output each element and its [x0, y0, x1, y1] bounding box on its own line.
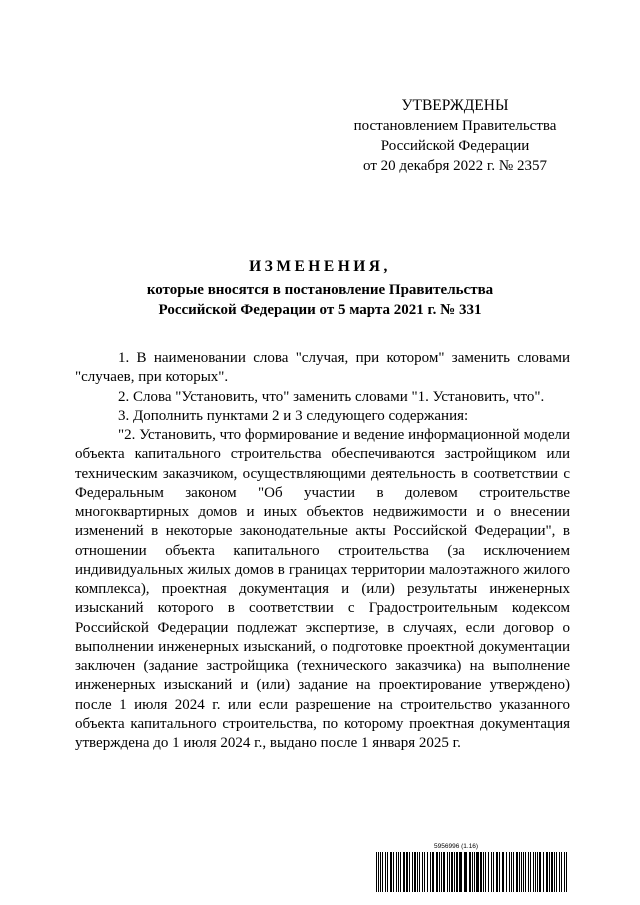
subtitle-line-1: которые вносятся в постановление Правительства	[146, 282, 494, 298]
document-body	[75, 349, 570, 753]
barcode-caption: 5956996 (1.16)	[434, 843, 479, 850]
approval-line-2: Российской Федерации	[380, 138, 530, 154]
subtitle-line-2: Российской Федерации от 5 марта 2021 г. № 331	[158, 302, 482, 318]
document-title: ИЗМЕНЕНИЯ,	[249, 258, 391, 275]
approval-line-3: от 20 декабря 2022 г. № 2357	[363, 158, 547, 174]
approval-block	[340, 96, 570, 176]
approved-label: УТВЕРЖДЕНЫ	[401, 97, 509, 114]
paragraph-3: 3. Дополнить пунктами 2 и 3 следующего содержания:	[118, 407, 469, 424]
paragraph-4: "2. Установить, что формирование и ведение информационной модели объекта капитального строительства обеспечиваются застройщиком или техническим заказчиком, осуществляющими деятельность в соответствии с Федеральным законом "Об участии в долевом строительстве многоквартирных домов и иных объектов недвижимости и о внесении изменений в некоторые законодательные акты Российской Федерации", в отношении объекта капитального строительства (за исключением индивидуальных жилых домов в границах территории малоэтажного жилого комплекса), проектная документация и (или) результаты инженерных изысканий которого в соответствии с Градостроительным кодексом Российской Федерации подлежат экспертизе, в случаях, если договор о выполнении инженерных изысканий, о подготовке проектной документации заключен (задание застройщика (технического заказчика) на выполнение инженерных изысканий и (или) задание на проектирование утверждено) после 1 июля 2024 г. или если разрешение на строительство указанного объекта капитального строительства, по которому проектная документация утверждена до 1 июля 2024 г., выдано после 1 января 2025 г.	[75, 427, 570, 751]
approval-line-1: постановлением Правительства	[353, 118, 557, 134]
document-subtitle	[60, 280, 580, 320]
paragraph-2: 2. Слова "Установить, что" заменить словами "1. Установить, что".	[118, 388, 545, 405]
document-barcode	[376, 843, 568, 893]
paragraph-1: 1. В наименовании слова "случая, при котором" заменить словами "случаев, при которых".	[75, 350, 570, 386]
barcode-icon	[376, 852, 568, 892]
